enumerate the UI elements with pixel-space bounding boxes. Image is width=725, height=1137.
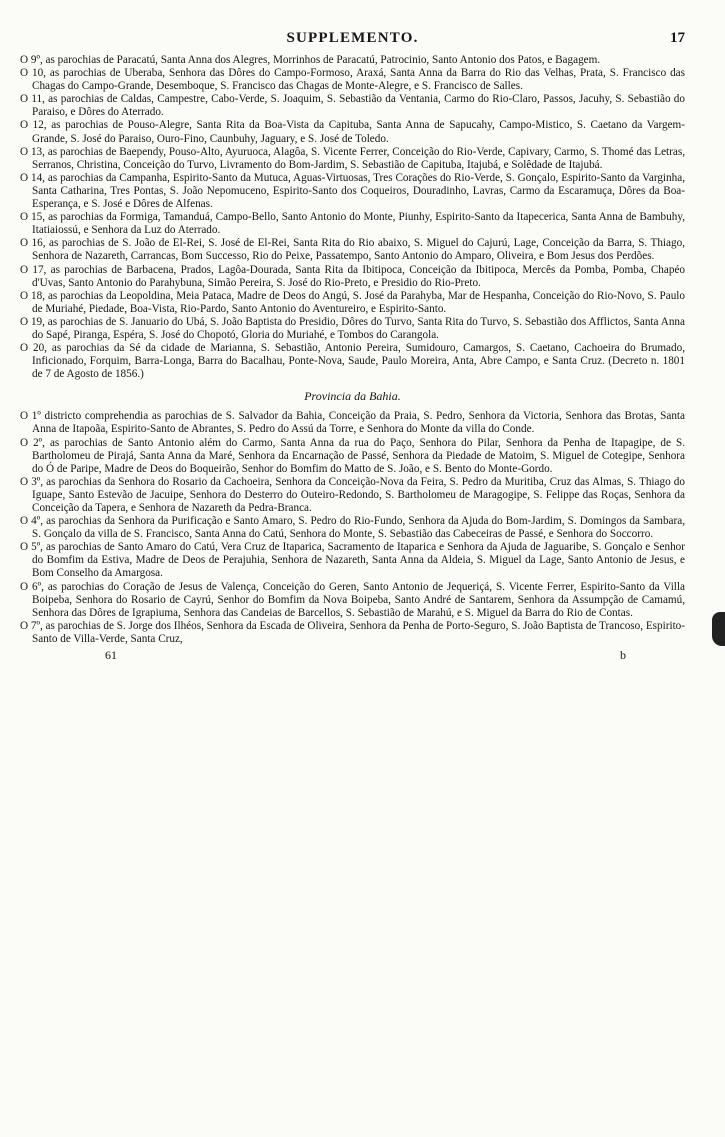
district-entry: O 16, as parochias de S. João de El-Rei, S. José de El-Rei, Santa Rita do Rio abaixo, S. Miguel do Cajurú, Lage, Conceição da Barra, S. Thiago, Senhora de Nazareth, Carrancas, Bom Successo, Rio do Peixe, Passatempo, Santo Antonio do Amparo, Oliveira, e Bom Jesus dos Perdões. [20,237,685,263]
district-entry: O 7º, as parochias de S. Jorge dos Ilhéos, Senhora da Escada de Oliveira, Senhora da Penha de Porto-Seguro, S. João Baptista de Trancoso, Espirito-Santo de Villa-Verde, Santa Cruz, [20,619,685,645]
page [20,30,685,664]
section-minas-gerais [20,54,685,381]
page-number: 17 [670,30,685,46]
district-entry: O 19, as parochias de S. Januario do Ubá, S. João Baptista do Presidio, Dôres do Turvo, Santa Rita do Turvo, S. Sebastião dos Afflictos, Santa Anna do Sapé, Piranga, Espéra, S. José do Chopotó, Gloria do Muriahé, e Tombos do Carangola. [20,315,685,341]
district-entry: O 14, as parochias da Campanha, Espirito-Santo da Mutuca, Aguas-Virtuosas, Tres Corações do Rio-Verde, S. Gonçalo, Espirito-Santo da Varginha, Santa Catharina, Tres Pontas, S. João Nepomuceno, Espirito-Santo dos Coqueiros, Douradinho, Lavras, Carmo da Escaramuça, Dôres da Boa-Esperança, e S. José e Dôres de Alfenas. [20,171,685,211]
district-entry: O 12, as parochias de Pouso-Alegre, Santa Rita da Boa-Vista da Capituba, Santa Anna de Sapucahy, Campo-Mistico, S. Caetano da Vargem-Grande, S. José do Paraiso, Ouro-Fino, Caunbuhy, Jaguary, e S. José de Toledo. [20,119,685,145]
ink-blot [712,612,725,646]
district-entry: O 18, as parochias da Leopoldina, Meia Pataca, Madre de Deos do Angú, S. José da Parahyba, Mar de Hespanha, Conceição do Rio-Novo, S. Paulo de Muriahé, Piedade, Boa-Vista, Rio-Pardo, Santo Antonio do Aventureiro, e Espirito-Santo. [20,289,685,315]
district-entry: O 11, as parochias de Caldas, Campestre, Cabo-Verde, S. Joaquim, S. Sebastião da Ventania, Carmo do Rio-Claro, Passos, Jacuhy, S. Sebastião do Paraiso, e Dôres do Aterrado. [20,93,685,119]
district-entry: O 4º, as parochias da Senhora da Purificação e Santo Amaro, S. Pedro do Rio-Fundo, Senhora da Ajuda do Bom-Jardim, S. Domingos da Sambara, S. Gonçalo da villa de S. Francisco, Santa Anna do Catú, Senhora do Monte, S. Sebastião das Cabeceiras de Passé, e Senhora do Soccorro. [20,515,685,541]
section-bahia [20,410,685,646]
district-entry: O 10, as parochias de Uberaba, Senhora das Dôres do Campo-Formoso, Araxá, Santa Anna da Barra do Rio das Velhas, Prata, S. Francisco das Chagas do Campo-Grande, Desemboque, S. Francisco das Chagas de Monte-Alegre, e S. Francisco de Salles. [20,67,685,93]
district-entry: O 9º, as parochias de Paracatú, Santa Anna dos Alegres, Morrinhos de Paracatú, Patrocinio, Santo Antonio dos Patos, e Bagagem. [20,54,601,66]
district-entry: O 3º, as parochias da Senhora do Rosario da Cachoeira, Senhora da Conceição-Nova da Feira, S. Pedro da Muritiba, Cruz das Almas, S. Thiago do Iguape, Santo Estevão de Jacuipe, Senhora do Desterro do Outeiro-Redondo, S. Bartholomeu de Maragogipe, S. Felippe das Roças, Senhora da Conceição da Tapera, e Senhora de Nazareth da Pedra-Branca. [20,475,685,514]
district-entry: O 20, as parochias da Sé da cidade de Marianna, S. Sebastião, Antonio Pereira, Sumidouro, Camargos, S. Caetano, Cachoeira do Brumado, Inficionado, Forquim, Barra-Longa, Barra do Bacalhau, Ponte-Nova, Saude, Paulo Moreira, Anta, Abre Campo, e Santa Cruz. (Decreto n. 1801 de 7 de Agosto de 1856.) [20,342,685,381]
district-entry: O 5º, as parochias de Santo Amaro do Catú, Vera Cruz de Itaparica, Sacramento de Itaparica e Senhora da Ajuda de Jaguaribe, S. Gonçalo e Senhor do Bomfim da Estiva, Madre de Deos de Perajuhia, Senhora de Nazareth, Santa Anna da Aldeia, S. Miguel da Lage, Santo Antonio de Jesus, e Bom Conselho da Amargosa. [20,541,685,580]
running-title: SUPPLEMENTO. [286,30,419,46]
district-entry: O 2º, as parochias de Santo Antonio além do Carmo, Santa Anna da rua do Paço, Senhora do Pilar, Senhora da Penha de Itapagipe, de S. Bartholomeu de Pirajá, Santa Anna da Maré, Senhora da Encarnação de Passé, Senhora da Piedade de Matoim, S. Miguel de Cotegipe, Senhora do Ó de Paripe, Madre de Deos do Boqueirão, Senhor do Bomfim do Matto de S. João, e S. Bento do Monte-Gordo. [20,436,685,475]
section-heading: Provincia da Bahia. [304,389,401,404]
page-footer [20,648,685,664]
district-entry: O 15, as parochias da Formiga, Tamanduá, Campo-Bello, Santo Antonio do Monte, Piunhy, Espirito-Santo da Itapecerica, Santa Anna de Bambuhy, Itatiaiossú, e Senhora da Luz do Aterrado. [20,211,685,237]
signature-mark: b [620,648,626,663]
district-entry: O 1º districto comprehendia as parochias de S. Salvador da Bahia, Conceição da Praia, S. Pedro, Senhora da Victoria, Senhora das Brotas, Santa Anna de Itapoãa, Espirito-Santo de Abrantes, S. Pedro do Assú da Torre, e Senhora do Monte da villa do Conde. [20,410,685,436]
district-entry: O 6º, as parochias do Coração de Jesus de Valença, Conceição do Geren, Santo Antonio de Jequeriçá, S. Vicente Ferrer, Espirito-Santo da Villa Boipeba, Senhora do Rosario de Cayrú, Senhor do Bomfim da Nova Boipeba, Santo André de Santarem, Senhora da Assumpção de Camamú, Senhora das Dôres de Igrapiuma, Senhora das Candeias de Barcellos, S. Sebastião de Marahú, e S. Miguel da Barra do Rio de Contas. [20,580,685,619]
page-header [20,30,685,54]
district-entry: O 13, as parochias de Baependy, Pouso-Alto, Ayuruoca, Alagôa, S. Vicente Ferrer, Conceição do Rio-Verde, Capivary, Carmo, S. Thomé das Letras, Serranos, Christina, Conceição do Turvo, Livramento do Bom-Jardim, S. Sebastião de Capituba, Itajubá, e Solêdade de Itajubá. [20,145,685,171]
district-entry: O 17, as parochias de Barbacena, Prados, Lagôa-Dourada, Santa Rita da Ibitipoca, Conceição da Ibitipoca, Mercês da Pomba, Pomba, Chapéo d'Uvas, Santo Antonio do Parahybuna, Simão Pereira, S. José do Rio-Preto, e Presidio do Rio-Preto. [20,263,685,289]
signature-number: 61 [105,648,117,663]
